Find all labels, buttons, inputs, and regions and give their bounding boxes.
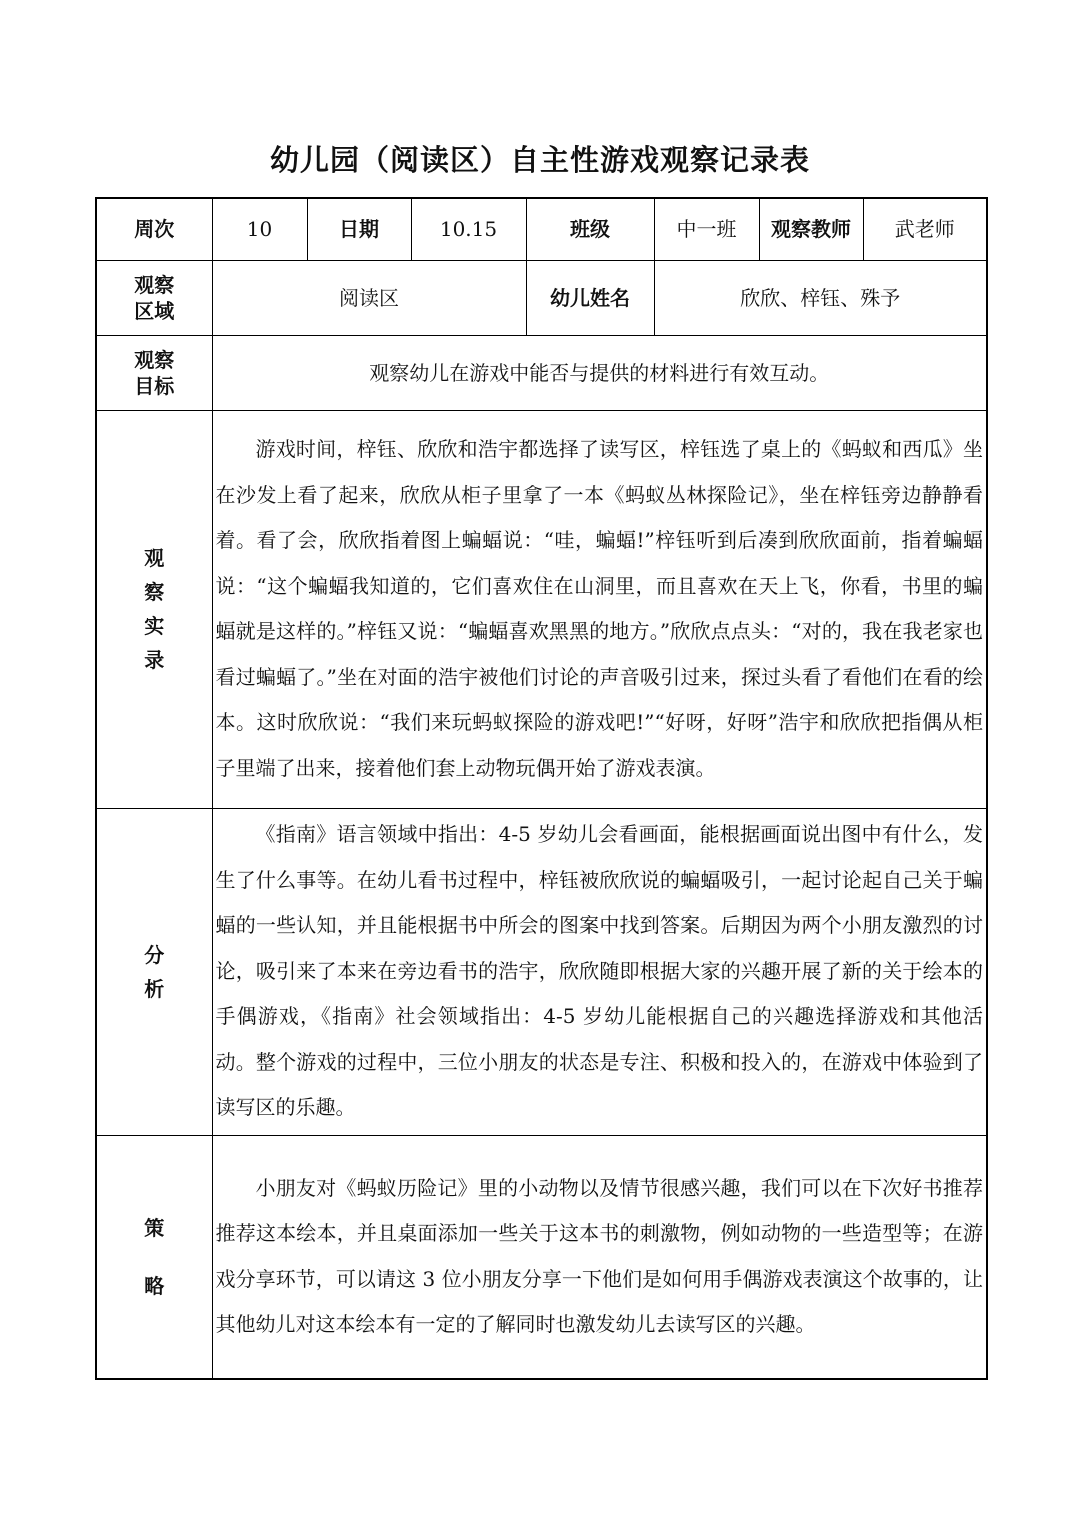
teacher-value: 武老师 (863, 198, 987, 260)
record-label-char: 观 (144, 546, 165, 570)
area-value: 阅读区 (212, 260, 526, 335)
record-label-char: 录 (144, 648, 165, 672)
analysis-text: 《指南》语言领域中指出：4-5 岁幼儿会看画面，能根据画面说出图中有什么，发生了什么事等。在幼儿看书过程中，梓钰被欣欣说的蝙蝠吸引，一起讨论起自己关于蝙蝠的一些认知，并且能根据书中所会的图案中找到答案。后期因为两个小朋友激烈的讨论，吸引来了本来在旁边看书的浩宇，欣欣随即根据大家的兴趣开展了新的关于绘本的手偶游戏，《指南》社会领域指出：4-5 岁幼儿能根据自己的兴趣选择游戏和其他活动。整个游戏的过程中，三位小朋友的状态是专注、积极和投入的，在游戏中体验到了读写区的乐趣。 (215, 822, 983, 1120)
children-value: 欣欣、梓钰、殊予 (654, 260, 987, 335)
record-label-char: 察 (144, 580, 165, 604)
goal-label-line2: 目标 (134, 373, 175, 398)
date-label: 日期 (307, 198, 411, 260)
class-label: 班级 (526, 198, 654, 260)
analysis-label-char: 析 (144, 976, 165, 1001)
goal-label (96, 335, 212, 410)
area-label (96, 260, 212, 335)
record-text-cell (212, 410, 987, 808)
area-label-line1: 观察 (134, 272, 175, 297)
date-value: 10.15 (411, 198, 526, 260)
goal-value: 观察幼儿在游戏中能否与提供的材料进行有效互动。 (212, 335, 987, 410)
header-row (96, 198, 987, 260)
children-label: 幼儿姓名 (526, 260, 654, 335)
teacher-label: 观察教师 (759, 198, 863, 260)
strategy-text: 小朋友对《蚂蚁历险记》里的小动物以及情节很感兴趣，我们可以在下次好书推荐推荐这本绘本，并且桌面添加一些关于这本书的刺激物，例如动物的一些造型等；在游戏分享环节，可以请这 3 位小朋友分享一下他们是如何用手偶游戏表演这个故事的，让其他幼儿对这本绘本有一定的了解同时也激发幼儿去读写区的兴趣。 (215, 1175, 983, 1337)
strategy-label-char: 略 (144, 1273, 165, 1298)
analysis-label (96, 808, 212, 1135)
class-value: 中一班 (654, 198, 759, 260)
analysis-row (96, 808, 987, 1135)
page-title: 幼儿园（阅读区）自主性游戏观察记录表 (269, 143, 810, 177)
analysis-text-cell (212, 808, 987, 1135)
record-label-char: 实 (144, 614, 165, 638)
strategy-label-char: 策 (144, 1215, 165, 1240)
area-label-line2: 区域 (134, 298, 175, 323)
goal-label-line1: 观察 (134, 347, 175, 372)
record-row (96, 410, 987, 808)
week-label: 周次 (96, 198, 212, 260)
week-value: 10 (212, 198, 307, 260)
observation-table (95, 197, 988, 1380)
record-text: 游戏时间，梓钰、欣欣和浩宇都选择了读写区，梓钰选了桌上的《蚂蚁和西瓜》坐在沙发上看了起来，欣欣从柜子里拿了一本《蚂蚁丛林探险记》，坐在梓钰旁边静静看着。看了会，欣欣指着图上蝙蝠说：“哇，蝙蝠!”梓钰听到后凑到欣欣面前，指着蝙蝠说：“这个蝙蝠我知道的，它们喜欢住在山洞里，而且喜欢在天上飞，你看，书里的蝙蝠就是这样的。”梓钰又说：“蝙蝠喜欢黑黑的地方。”欣欣点点头：“对的，我在我老家也看过蝙蝠了。”坐在对面的浩宇被他们讨论的声音吸引过来，探过头看了看他们在看的绘本。这时欣欣说：“我们来玩蚂蚁探险的游戏吧!”“好呀，好呀”浩宇和欣欣把指偶从柜子里端了出来，接着他们套上动物玩偶开始了游戏表演。 (215, 437, 983, 780)
analysis-label-char: 分 (144, 942, 165, 967)
area-row (96, 260, 987, 335)
record-label (96, 410, 212, 808)
goal-row (96, 335, 987, 410)
strategy-label (96, 1135, 212, 1379)
strategy-text-cell (212, 1135, 987, 1379)
strategy-row (96, 1135, 987, 1379)
